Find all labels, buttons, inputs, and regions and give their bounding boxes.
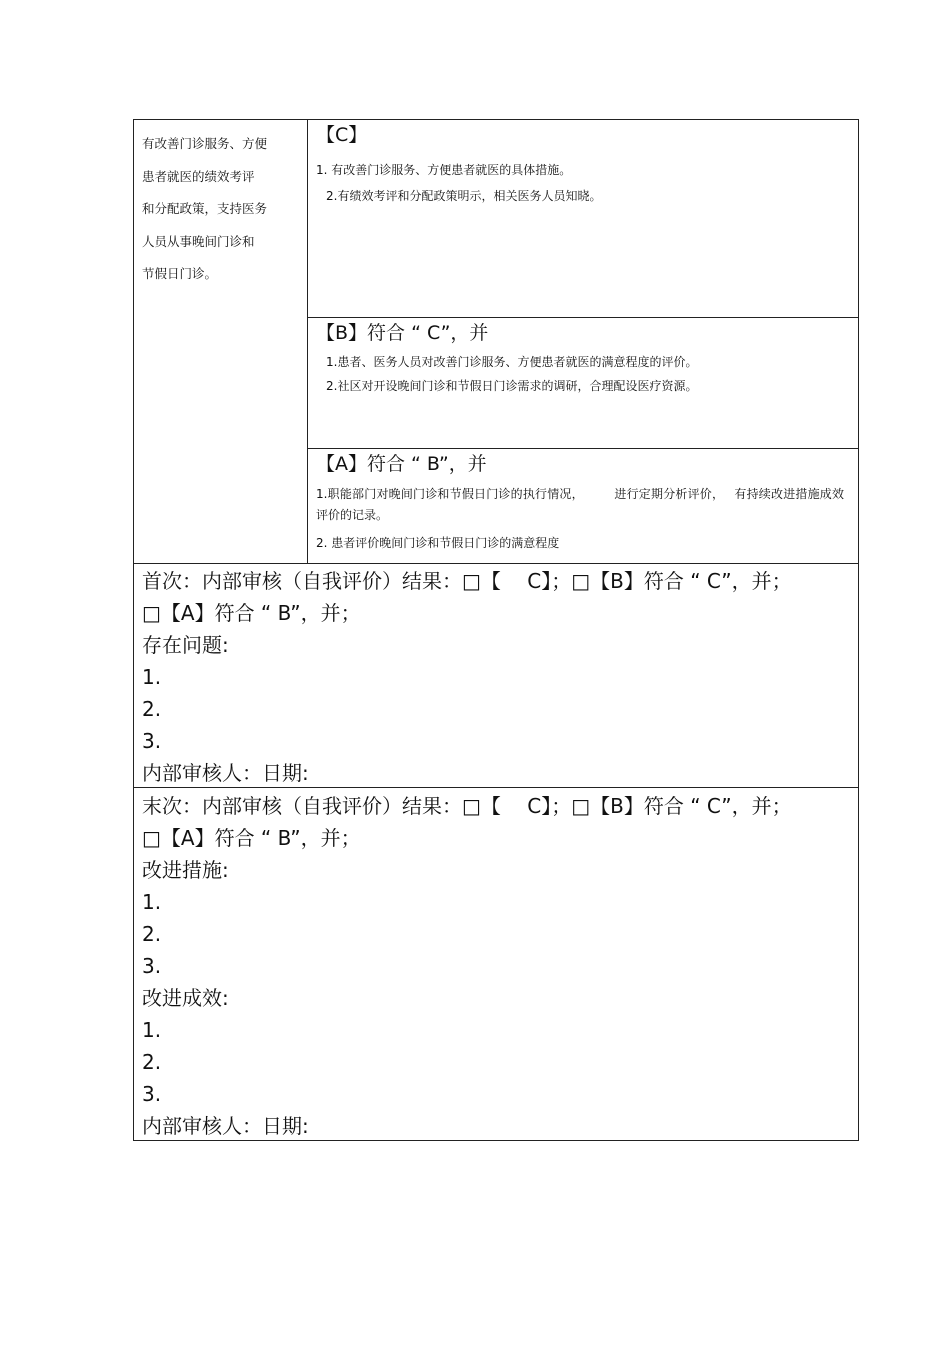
first-review-result: 首次：内部审核（自我评价）结果：□【 C】；□【B】符合 “ C”，并； bbox=[142, 569, 792, 593]
grade-a-item: 2. 患者评价晚间门诊和节假日门诊的满意程度 bbox=[316, 536, 560, 550]
final-reviewer-date: 内部审核人：日期: bbox=[142, 1114, 309, 1138]
standard-description bbox=[134, 120, 308, 563]
grade-b-heading: 【B】符合 “ C”，并 bbox=[316, 322, 489, 344]
final-review-result-cont: □【A】符合 “ B”，并； bbox=[142, 826, 361, 850]
measure-item: 2. bbox=[142, 922, 162, 946]
problem-item: 2. bbox=[142, 697, 162, 721]
effect-item: 2. bbox=[142, 1050, 162, 1074]
standard-line: 有改善门诊服务、方便 bbox=[142, 136, 268, 151]
grade-a-cell bbox=[308, 449, 858, 563]
problems-label: 存在问题: bbox=[142, 633, 229, 657]
problem-item: 3. bbox=[142, 729, 162, 753]
grade-b-cell bbox=[308, 318, 858, 449]
first-reviewer-date: 内部审核人：日期: bbox=[142, 761, 309, 785]
grade-c-item: 1. 有改善门诊服务、方便患者就医的具体措施。 bbox=[316, 163, 572, 177]
grade-c-heading: 【C】 bbox=[316, 124, 368, 146]
evaluation-table bbox=[133, 119, 859, 1141]
measure-item: 1. bbox=[142, 890, 162, 914]
grade-a-item: 1.职能部门对晚间门诊和节假日门诊的执行情况， 进行定期分析评价， 有持续改进措施成效评价的记录。 bbox=[316, 487, 844, 522]
final-review-result: 末次：内部审核（自我评价）结果：□【 C】；□【B】符合 “ C”，并； bbox=[142, 794, 792, 818]
effect-item: 3. bbox=[142, 1082, 162, 1106]
grade-b-item: 2.社区对开设晚间门诊和节假日门诊需求的调研，合理配设医疗资源。 bbox=[326, 379, 698, 393]
grade-criteria bbox=[308, 120, 858, 563]
grade-c-item: 2.有绩效考评和分配政策明示，相关医务人员知晓。 bbox=[326, 189, 602, 203]
measures-label: 改进措施: bbox=[142, 858, 229, 882]
first-review-section bbox=[134, 563, 858, 788]
standard-line: 和分配政策，支持医务 bbox=[142, 201, 268, 216]
standard-line: 人员从事晚间门诊和 bbox=[142, 233, 255, 249]
final-review-section bbox=[134, 788, 858, 1140]
effects-label: 改进成效: bbox=[142, 986, 229, 1010]
standard-row bbox=[134, 120, 858, 564]
standard-line: 患者就医的绩效考评 bbox=[142, 168, 255, 184]
grade-c-cell bbox=[308, 120, 858, 318]
grade-a-heading: 【A】符合 “ B”，并 bbox=[316, 453, 487, 475]
standard-line: 节假日门诊。 bbox=[142, 266, 218, 281]
problem-item: 1. bbox=[142, 665, 162, 689]
grade-b-item: 1.患者、医务人员对改善门诊服务、方便患者就医的满意程度的评价。 bbox=[326, 355, 698, 369]
effect-item: 1. bbox=[142, 1018, 162, 1042]
first-review-result-cont: □【A】符合 “ B”，并； bbox=[142, 601, 361, 625]
measure-item: 3. bbox=[142, 954, 162, 978]
